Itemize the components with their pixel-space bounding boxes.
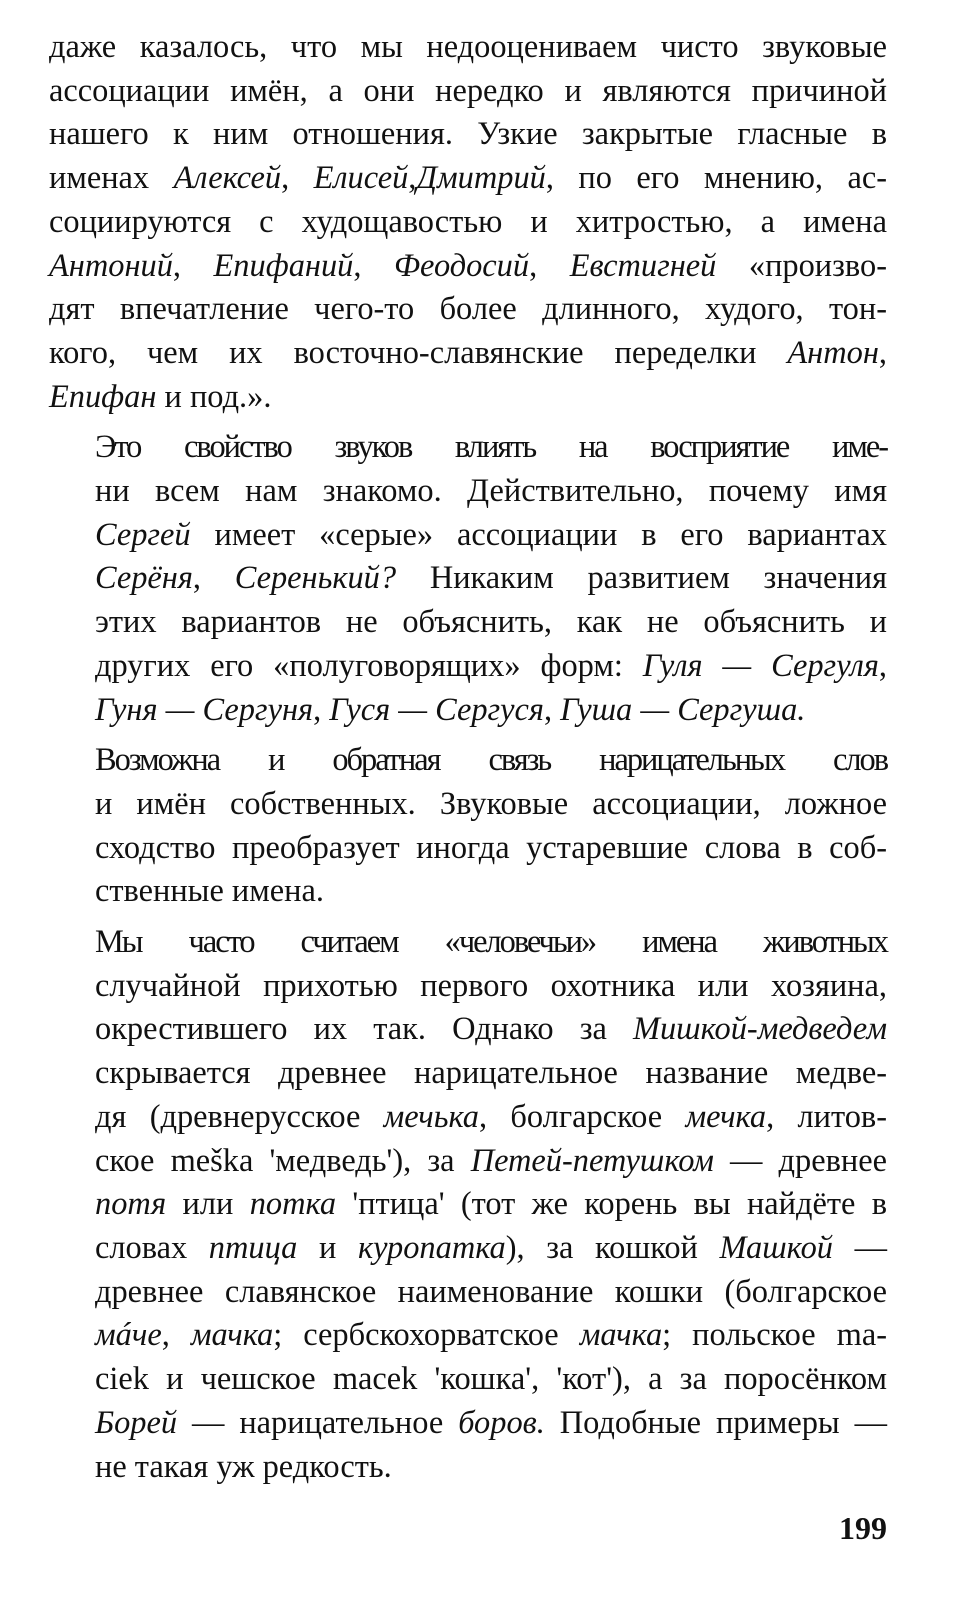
text-line xyxy=(49,1140,887,1184)
text-line xyxy=(49,1271,887,1315)
italic-term: Сергей xyxy=(95,516,191,553)
paragraph-1 xyxy=(49,26,887,419)
italic-term: Гуша — Сергуша. xyxy=(560,691,806,728)
text-line xyxy=(49,113,887,157)
text-line xyxy=(49,470,887,514)
text-run: и имён собственных. Звуковые ассоциации, ложное xyxy=(95,785,887,822)
italic-term: мачка xyxy=(190,1317,274,1354)
text-run: словах xyxy=(95,1229,209,1266)
text-line xyxy=(49,870,887,914)
text-run: сходство преобразует иногда устаревшие слова в соб- xyxy=(95,829,887,866)
text-line xyxy=(49,1314,887,1358)
text-run: кого, чем их восточно-славянские переделки xyxy=(49,334,788,371)
italic-term: Алексей xyxy=(173,160,282,197)
italic-term: Дмитрий xyxy=(416,160,546,197)
text-run: , литов- xyxy=(766,1098,887,1135)
text-run: даже казалось, что мы недооцениваем чисто звуковые xyxy=(49,29,887,65)
italic-term: Антон xyxy=(787,334,879,371)
text-run: — нарицательное xyxy=(177,1404,459,1441)
text-run: , xyxy=(172,247,214,284)
italic-term: Елисей xyxy=(313,160,409,197)
text-run: — древнее xyxy=(713,1142,887,1179)
text-run: скрывается древнее нарицательное название медве- xyxy=(95,1055,887,1092)
text-run: 'птица' (тот же корень вы найдёте в xyxy=(336,1186,888,1223)
text-run: «произво- xyxy=(716,247,887,284)
text-run: , xyxy=(878,334,887,371)
text-run: , xyxy=(161,1317,191,1354)
italic-term: Гуня — Сергуня xyxy=(95,691,314,728)
italic-term: боров. xyxy=(458,1404,545,1441)
paragraph-3 xyxy=(49,739,887,914)
text-run: или xyxy=(166,1186,250,1223)
text-line xyxy=(49,921,887,965)
text-line xyxy=(49,739,887,783)
text-run: социируются с худощавостью и хитростью, а имена xyxy=(49,203,887,240)
text-run: дят впечатление чего-то более длинного, худого, тон- xyxy=(49,291,887,328)
text-run: ), за кошкой xyxy=(505,1229,720,1266)
text-run: ; польское ma- xyxy=(662,1317,887,1354)
text-run: именах xyxy=(49,160,174,197)
text-line xyxy=(49,601,887,645)
text-line xyxy=(49,514,887,558)
text-run: Это свойство звуков влиять на восприятие име- xyxy=(95,429,887,466)
italic-term: Гуся — Сергуся xyxy=(329,691,544,728)
text-run: , по его мнению, ас- xyxy=(545,160,887,197)
text-line xyxy=(49,376,887,420)
text-run: , xyxy=(543,691,561,728)
text-line xyxy=(49,689,887,733)
text-run: , xyxy=(281,160,314,197)
italic-term: мáче xyxy=(95,1317,162,1354)
text-run: ское meška 'медведь'), за xyxy=(95,1142,471,1179)
text-run: и xyxy=(297,1229,358,1266)
text-run: древнее славянское наименование кошки (болгарское xyxy=(95,1273,887,1310)
italic-term: мечька xyxy=(383,1098,479,1135)
italic-term: Гуля — Сергуля xyxy=(642,647,879,684)
text-line xyxy=(49,1227,887,1271)
italic-term: куропатка xyxy=(357,1229,506,1266)
text-run: , xyxy=(408,160,417,197)
text-line xyxy=(49,245,887,289)
text-run: , xyxy=(878,647,887,684)
text-run: нашего к ним отношения. Узкие закрытые гласные в xyxy=(49,116,887,153)
text-run: окрестившего их так. Однако за xyxy=(95,1011,633,1048)
text-run: и под.». xyxy=(156,378,272,415)
text-line xyxy=(49,1358,887,1402)
page-number: 199 xyxy=(839,1510,887,1546)
text-line xyxy=(49,201,887,245)
text-run: дя (древнерусское xyxy=(95,1098,384,1135)
text-line xyxy=(49,783,887,827)
text-run: , xyxy=(353,247,394,284)
paragraph-2 xyxy=(49,426,887,732)
text-line xyxy=(49,288,887,332)
text-run: имеет «серые» ассоциации в его вариантах xyxy=(190,516,887,553)
text-run: ; сербскохорватское xyxy=(273,1317,580,1354)
text-run: ассоциации имён, а они нередко и являются причиной xyxy=(49,72,887,109)
text-run: Подобные примеры — xyxy=(544,1404,887,1441)
text-run: случайной прихотью первого охотника или хозяина, xyxy=(95,967,887,1004)
text-run: Мы часто считаем «человечьи» имена животных xyxy=(95,924,887,961)
italic-term: Феодосий xyxy=(393,247,530,284)
text-run: — xyxy=(833,1229,888,1266)
paragraph-4 xyxy=(49,921,887,1489)
text-run: ciek и чешское macek 'кошка', 'кот'), а за поросёнком xyxy=(95,1361,887,1398)
italic-term: Петей-петушком xyxy=(470,1142,714,1179)
text-run: не такая уж редкость. xyxy=(95,1448,392,1485)
italic-term: Антоний xyxy=(49,247,173,284)
text-run: , xyxy=(192,560,235,597)
text-line xyxy=(49,1008,887,1052)
italic-term: птица xyxy=(208,1229,298,1266)
text-line xyxy=(49,157,887,201)
italic-term: Епифан xyxy=(49,378,157,415)
text-line xyxy=(49,1096,887,1140)
text-line xyxy=(49,332,887,376)
italic-term: Мишкой-медведем xyxy=(633,1011,887,1048)
text-line xyxy=(49,1052,887,1096)
text-run: ственные имена. xyxy=(95,873,324,910)
text-line xyxy=(49,1446,887,1490)
italic-term: потя xyxy=(95,1186,167,1223)
text-line xyxy=(49,70,887,114)
text-run: других его «полуговорящих» форм: xyxy=(95,647,643,684)
text-line xyxy=(49,26,887,70)
text-line xyxy=(49,645,887,689)
text-line xyxy=(49,1402,887,1446)
text-run: ни всем нам знакомо. Действительно, почему имя xyxy=(95,473,887,510)
text-line xyxy=(49,965,887,1009)
text-run: , xyxy=(529,247,570,284)
text-run: Никаким развитием значения xyxy=(396,560,887,597)
text-run: , болгарское xyxy=(479,1098,686,1135)
italic-term: мечка xyxy=(685,1098,767,1135)
text-line xyxy=(49,1183,887,1227)
book-page-text xyxy=(49,26,887,1496)
italic-term: мачка xyxy=(579,1317,663,1354)
italic-term: Борей xyxy=(95,1404,178,1441)
text-run: Возможна и обратная связь нарицательных слов xyxy=(95,742,887,779)
italic-term: Серенький? xyxy=(234,560,397,597)
italic-term: Епифаний xyxy=(213,247,354,284)
text-line xyxy=(49,557,887,601)
italic-term: Серёня xyxy=(95,560,193,597)
italic-term: потка xyxy=(249,1186,337,1223)
text-line xyxy=(49,827,887,871)
italic-term: Машкой xyxy=(719,1229,833,1266)
italic-term: Евстигней xyxy=(569,247,717,284)
text-line xyxy=(49,426,887,470)
text-run: , xyxy=(313,691,330,728)
text-run: этих вариантов не объяснить, как не объяснить и xyxy=(95,604,887,641)
